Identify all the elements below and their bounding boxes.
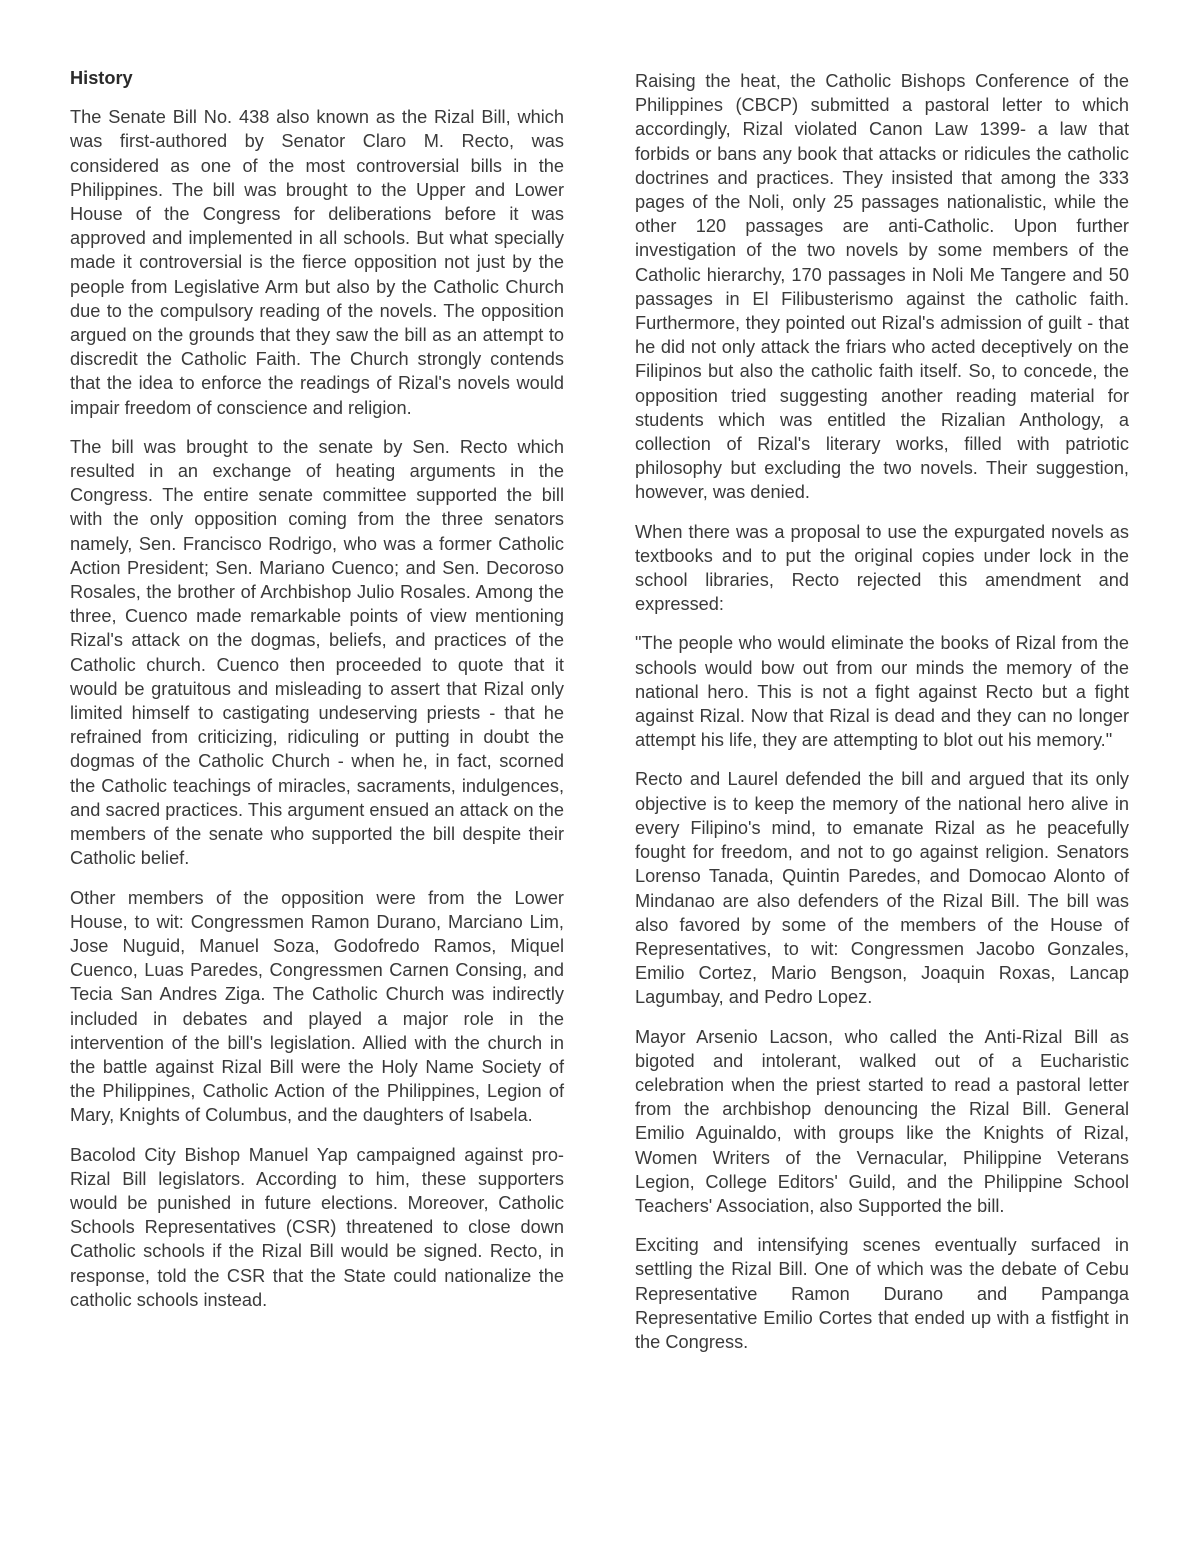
paragraph-expurgated-proposal: When there was a proposal to use the expurgated novels as textbooks and to put the original copies under lock in the school libraries, Recto rejected this amendment and expressed: <box>635 521 1129 615</box>
paragraph-lacson-aguinaldo: Mayor Arsenio Lacson, who called the Anti-Rizal Bill as bigoted and intolerant, walked out of a Eucharistic celebration when the priest started to read a pastoral letter from the archbishop denouncing the Rizal Bill. General Emilio Aguinaldo, with groups like the Knights of Rizal, Women Writers of the Vernacular, Philippine Veterans Legion, College Editors' Guild, and the Philippine School Teachers' Association, also Supported the bill. <box>635 1026 1129 1216</box>
paragraph-lower-house-opposition: Other members of the opposition were from the Lower House, to wit: Congressmen Ramon Durano, Marciano Lim, Jose Nuguid, Manuel Soza, Godofredo Ramos, Miquel Cuenco, Luas Paredes, Congressmen Carnen Consing, and Tecia San Andres Ziga. The Catholic Church was indirectly included in debates and played a major role in the intervention of the bill's legislation. Allied with the church in the battle against Rizal Bill were the Holy Name Society of the Philippines, Catholic Action of the Philippines, Legion of Mary, Knights of Columbus, and the daughters of Isabela. <box>70 887 564 1126</box>
paragraph-senate-debate: The bill was brought to the senate by Sen. Recto which resulted in an exchange of heating arguments in the Congress. The entire senate committee supported the bill with the only opposition coming from the three senators namely, Sen. Francisco Rodrigo, who was a former Catholic Action President; Sen. Mariano Cuenco; and Sen. Decoroso Rosales, the brother of Archbishop Julio Rosales. Among the three, Cuenco made remarkable points of view mentioning Rizal's attack on the dogmas, beliefs, and practices of the Catholic church. Cuenco then proceeded to quote that it would be gratuitous and misleading to assert that Rizal only limited himself to castigating undeserving priests - that he refrained from criticizing, ridiculing or putting in doubt the dogmas of the Catholic Church - when he, in fact, scorned the Catholic teachings of miracles, sacraments, indulgences, and sacred practices. This argument ensued an attack on the members of the senate who supported the bill despite their Catholic belief. <box>70 436 564 869</box>
section-heading: History <box>70 68 133 88</box>
right-column <box>635 69 1129 1354</box>
paragraph-fistfight: Exciting and intensifying scenes eventually surfaced in settling the Rizal Bill. One of which was the debate of Cebu Representative Ramon Durano and Pampanga Representative Emilio Cortes that ended up with a fistfight in the Congress. <box>635 1235 1129 1352</box>
paragraph-defenders: Recto and Laurel defended the bill and argued that its only objective is to keep the memory of the national hero alive in every Filipino's mind, to emanate Rizal as he peacefully fought for freedom, and not to go against religion. Senators Lorenso Tanada, Quintin Paredes, and Domocao Alonto of Mindanao are also defenders of the Rizal Bill. The bill was also favored by some of the members of the House of Representatives, to wit: Congressmen Jacobo Gonzales, Emilio Cortez, Mario Bengson, Joaquin Roxas, Lancap Lagumbay, and Pedro Lopez. <box>635 769 1129 1008</box>
left-column <box>70 66 564 1312</box>
paragraph-recto-quote: "The people who would eliminate the books of Rizal from the schools would bow out from our minds the memory of the national hero. This is not a fight against Recto but a fight against Rizal. Now that Rizal is dead and they can no longer attempt his life, they are attempting to blot out his memory." <box>635 633 1129 751</box>
paragraph-bishop-yap: Bacolod City Bishop Manuel Yap campaigned against pro-Rizal Bill legislators. According to him, these supporters would be punished in future elections. Moreover, Catholic Schools Representatives (CSR) threatened to close down Catholic schools if the Rizal Bill would be signed. Recto, in response, told the CSR that the State could nationalize the catholic schools instead. <box>70 1144 564 1310</box>
paragraph-senate-bill-intro: The Senate Bill No. 438 also known as the Rizal Bill, which was first-authored by Senator Claro M. Recto, was considered as one of the most controversial bills in the Philippines. The bill was brought to the Upper and Lower House of the Congress for deliberations before it was approved and implemented in all schools. But what specially made it controversial is the fierce opposition not just by the people from Legislative Arm but also by the Catholic Church due to the compulsory reading of the novels. The opposition argued on the grounds that they saw the bill as an attempt to discredit the Catholic Faith. The Church strongly contends that the idea to enforce the readings of Rizal's novels would impair freedom of conscience and religion. <box>70 107 564 418</box>
paragraph-cbcp-letter: Raising the heat, the Catholic Bishops Conference of the Philippines (CBCP) submitted a pastoral letter to which accordingly, Rizal violated Canon Law 1399- a law that forbids or bans any book that attacks or ridicules the catholic doctrines and practices. They insisted that among the 333 pages of the Noli, only 25 passages nationalistic, while the other 120 passages are anti-Catholic. Upon further investigation of the two novels by some members of the Catholic hierarchy, 170 passages in Noli Me Tangere and 50 passages in El Filibusterismo against the catholic faith. Furthermore, they pointed out Rizal's admission of guilt - that he did not only attack the friars who acted deceptively on the Filipinos but also the catholic faith itself. So, to concede, the opposition tried suggesting another reading material for students which was entitled the Rizalian Anthology, a collection of Rizal's literary works, filled with patriotic philosophy but excluding the two novels. Their suggestion, however, was denied. <box>635 71 1129 503</box>
